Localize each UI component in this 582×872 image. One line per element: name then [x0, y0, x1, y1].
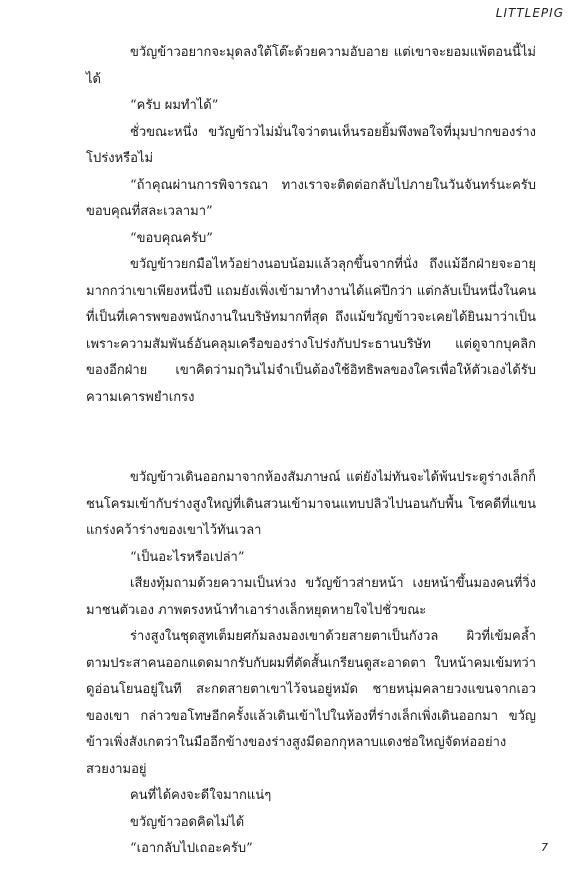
- paragraph: ชั่วขณะหนึ่ง ขวัญข้าวไม่มั่นใจว่าตนเห็นรอยยิ้มพึงพอใจที่มุมปากของร่างโปร่งหรือไม่: [86, 124, 536, 166]
- page-number: 7: [541, 841, 548, 854]
- paragraph: คนที่ได้คงจะดีใจมากแน่ๆ: [130, 788, 272, 803]
- paragraph: “ถ้าคุณผ่านการพิจารณา ทางเราจะติดต่อกลับไปภายในวันจันทร์นะครับ ขอบคุณที่สละเวลามา”: [86, 177, 536, 219]
- paragraph: “เอากลับไปเถอะครับ”: [130, 841, 253, 856]
- paragraph: “ขอบคุณครับ”: [130, 230, 213, 246]
- paragraph: ขวัญข้าวอยากจะมุดลงใต้โต๊ะด้วยความอับอาย แต่เขาจะยอมแพ้ตอนนี้ไม่ได้: [86, 45, 536, 87]
- paragraph: “เป็นอะไรหรือเปล่า”: [130, 549, 245, 565]
- paragraph: “ครับ ผมทำได้”: [130, 98, 219, 113]
- running-header: LITTLEPIG: [495, 6, 564, 20]
- paragraph: เสียงทุ้มถามด้วยความเป็นห่วง ขวัญข้าวส่ายหน้า เงยหน้าขึ้นมองคนที่วิ่งมาชนตัวเอง ภาพตรงหน้าทำเอาร่างเล็กหยุดหายใจไปชั่วขณะ: [86, 576, 536, 618]
- paragraph: ขวัญข้าวเดินออกมาจากห้องสัมภาษณ์ แต่ยังไม่ทันจะได้พ้นประตูร่างเล็กก็ชนโครมเข้ากับร่างสูงใหญ่ที่เดินสวนเข้ามาจนแทบปลิวไปนอนกับพื้น โชคดีที่แขนแกร่งคว้าร่างของเขาไว้ทันเวลา: [86, 470, 536, 538]
- paragraph: ร่างสูงในชุดสูทเต็มยศก้มลงมองเขาด้วยสายตาเป็นกังวล ผิวที่เข้มคล้ำตามประสาคนออกแดดมากรับกับผมที่ตัดสั้นเกรียนดูสะอาดตา ใบหน้าคมเข้มทว่าดูอ่อนโยนอยู่ในที สะกดสายตาเขาไว้จนอยู่หมัด ชายหนุ่มคลายวงแขนจากเอวของเขา กล่าวขอโทษอีกครั้งแล้วเดินเข้าไปในห้องที่ร่างเล็กเพิ่งเดินออกมา ขวัญข้าวเพิ่งสังเกตว่าในมืออีกข้างของร่างสูงมีดอกกุหลาบแดงช่อใหญ่จัดห่ออย่างสวยงามอยู่: [86, 629, 536, 777]
- paragraph: ขวัญข้าวยกมือไหว้อย่างนอบน้อมแล้วลุกขึ้นจากที่นั่ง ถึงแม้อีกฝ่ายจะอายุมากกว่าเขาเพียงหนึ่งปี แถมยังเพิ่งเข้ามาทำงานได้แค่ปีกว่า แต่กลับเป็นหนึ่งในคนที่เป็นที่เคารพของพนักงานในบริษัทมากที่สุด ถึงแม้ขวัญข้าวจะเคยได้ยินมาว่าเป็นเพราะความสัมพันธ์อันคลุมเครือของร่างโปร่งกับประธานบริษัท แต่ดูจากบุคลิกของอีกฝ่าย เขาคิดว่ามฤวินไม่จำเป็นต้องใช้อิทธิพลของใครเพื่อให้ตัวเองได้รับความเคารพยำเกรง: [86, 257, 536, 405]
- text-body: [86, 40, 536, 863]
- paragraph: ขวัญข้าวอดคิดไม่ได้: [130, 814, 245, 830]
- section-break: [86, 411, 536, 465]
